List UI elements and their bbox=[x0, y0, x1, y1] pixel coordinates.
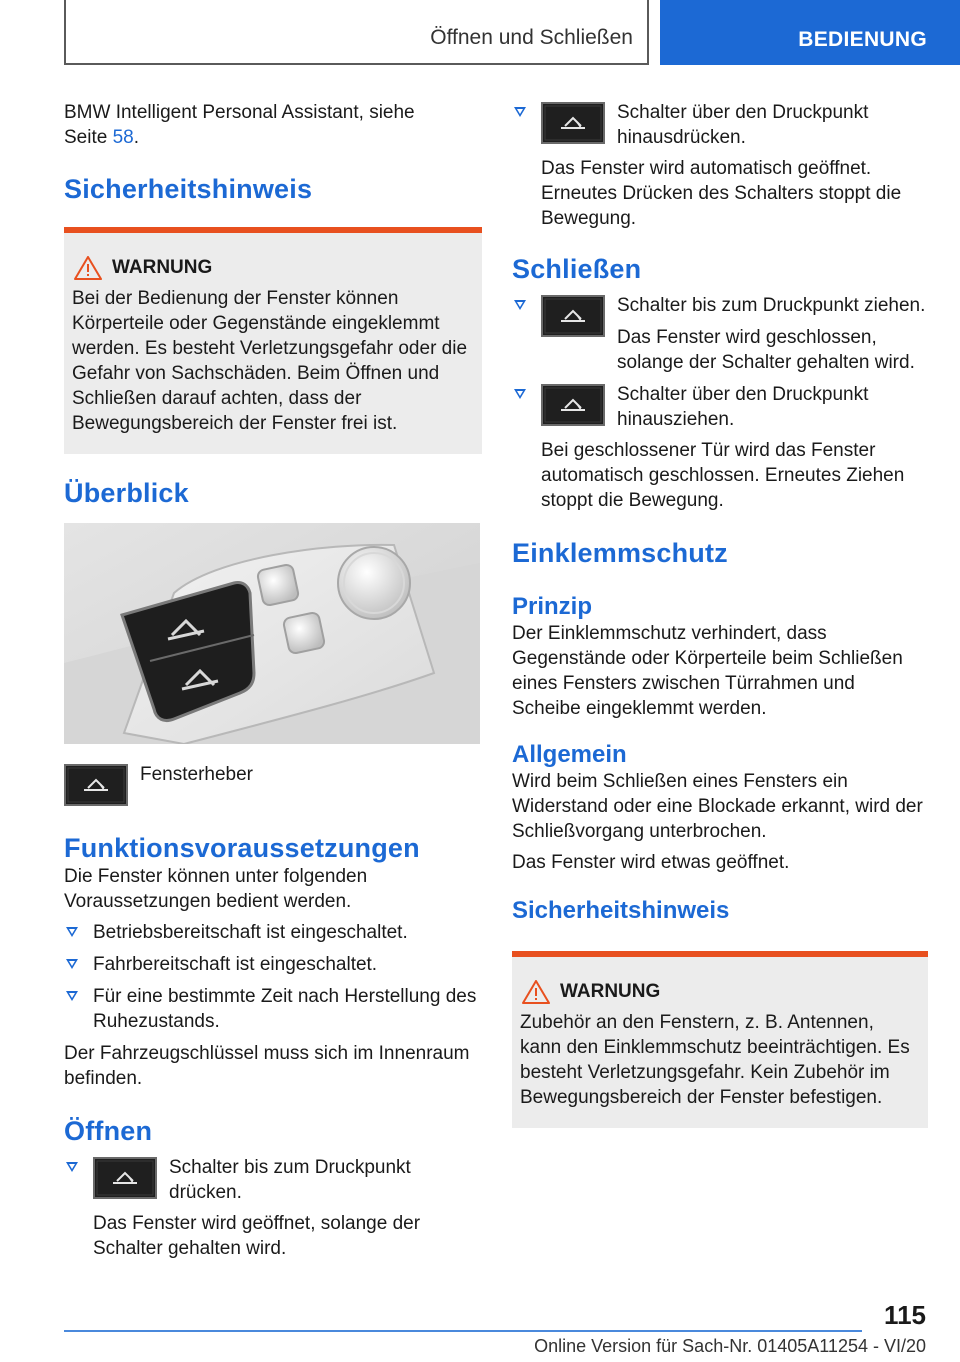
condition-text: Für eine bestimmte Zeit nach Herstellung des Ruhezustands. bbox=[93, 986, 477, 1032]
warning-text: Bei der Bedienung der Fenster können Körperteile oder Gegenstände eingeklemmt werden. Es besteht Verletzungsgefahr oder die Gefahr von Sachschäden. Beim Öffnen und Schließen darauf achten, dass der Bewegungsbereich der Fenster frei ist. bbox=[72, 288, 468, 434]
list-item bbox=[64, 920, 482, 945]
warning-title bbox=[74, 255, 474, 280]
step-desc: Das Fenster wird geschlossen, solange der Schalter gehalten wird. bbox=[617, 327, 915, 373]
left-column bbox=[64, 100, 482, 1268]
triangle-bullet-icon bbox=[66, 991, 78, 1001]
page-link[interactable]: 58 bbox=[112, 127, 134, 148]
warning-title-text: WARNUNG bbox=[560, 981, 661, 1002]
safety-heading: Sicherheitshinweis bbox=[64, 174, 313, 204]
window-switch-icon bbox=[93, 1157, 157, 1199]
warning-title bbox=[522, 979, 920, 1004]
key-note: Der Fahrzeugschlüssel muss sich im Innenraum befinden. bbox=[64, 1043, 470, 1089]
window-switch-icon bbox=[541, 295, 605, 337]
close-heading: Schließen bbox=[512, 254, 642, 284]
triangle-bullet-icon bbox=[66, 1162, 78, 1172]
footer-divider bbox=[64, 1330, 862, 1332]
window-switch-icon bbox=[541, 102, 605, 144]
condition-text: Fahrbereitschaft ist eingeschaltet. bbox=[93, 954, 378, 975]
triangle-bullet-icon bbox=[514, 389, 526, 399]
list-item bbox=[512, 100, 928, 231]
warning-triangle-icon bbox=[74, 256, 102, 280]
window-lifter-caption bbox=[64, 762, 482, 806]
close-steps bbox=[512, 293, 928, 513]
list-item bbox=[64, 952, 482, 977]
triangle-bullet-icon bbox=[514, 300, 526, 310]
step-header bbox=[93, 1155, 482, 1205]
step-desc: Das Fenster wird geöffnet, solange der Schalter gehalten wird. bbox=[93, 1213, 421, 1259]
condition-text: Betriebsbereitschaft ist eingeschaltet. bbox=[93, 922, 408, 943]
intro-text: BMW Intelligent Personal Assistant, siehe bbox=[64, 102, 415, 123]
open-heading: Öffnen bbox=[64, 1116, 153, 1146]
pinch-heading: Einklemmschutz bbox=[512, 538, 728, 568]
intro-seite: Seite bbox=[64, 127, 108, 148]
open-steps-cont bbox=[512, 100, 928, 231]
step-title: Schalter bis zum Druckpunkt ziehen. bbox=[617, 295, 926, 316]
list-item bbox=[512, 382, 928, 513]
list-item bbox=[512, 293, 928, 375]
window-switch-icon bbox=[64, 764, 128, 806]
overview-heading: Überblick bbox=[64, 478, 189, 508]
principle-text: Der Einklemmschutz verhindert, dass Gegenstände oder Körperteile beim Schließen eines Fensters zwischen Türrahmen und Scheibe eingeklemmt werden. bbox=[512, 623, 903, 719]
safety2-heading: Sicherheitshinweis bbox=[512, 897, 730, 924]
functional-heading: Funktionsvoraussetzungen bbox=[64, 833, 420, 863]
step-title: Schalter bis zum Druckpunkt drücken. bbox=[169, 1157, 411, 1203]
intro-paragraph bbox=[64, 100, 482, 150]
step-desc: Das Fenster wird automatisch geöffnet. Erneutes Drücken des Schalters stoppt die Bewegung. bbox=[541, 158, 902, 229]
warning-title-text: WARNUNG bbox=[112, 257, 213, 278]
step-header bbox=[541, 382, 928, 432]
open-steps bbox=[64, 1155, 482, 1261]
step-header bbox=[541, 100, 928, 150]
warning-box bbox=[64, 227, 482, 454]
step-title: Schalter über den Druckpunkt hinausdrücken. bbox=[617, 102, 869, 148]
step-title: Schalter über den Druckpunkt hinausziehen. bbox=[617, 384, 869, 430]
header-section-title: Öffnen und Schließen bbox=[64, 0, 649, 65]
functional-intro: Die Fenster können unter folgenden Voraussetzungen bedient werden. bbox=[64, 866, 368, 912]
list-item bbox=[64, 984, 482, 1034]
general-text-2: Das Fenster wird etwas geöffnet. bbox=[512, 852, 790, 873]
window-switch-photo bbox=[64, 523, 480, 744]
intro-dot: . bbox=[133, 127, 140, 148]
triangle-bullet-icon bbox=[514, 107, 526, 117]
footer-online-text: Online Version für Sach-Nr. 01405A11254 - VI/20 bbox=[534, 1336, 926, 1356]
warning-box bbox=[512, 951, 928, 1128]
right-column bbox=[512, 100, 928, 1128]
page-number: 115 bbox=[884, 1300, 926, 1330]
window-switch-icon bbox=[541, 384, 605, 426]
window-lifter-label: Fensterheber bbox=[140, 764, 254, 785]
triangle-bullet-icon bbox=[66, 959, 78, 969]
conditions-list bbox=[64, 920, 482, 1034]
warning-triangle-icon bbox=[522, 980, 550, 1004]
general-text: Wird beim Schließen eines Fensters ein Widerstand oder eine Blockade erkannt, wird der Schließvorgang unterbrochen. bbox=[512, 771, 923, 842]
triangle-bullet-icon bbox=[66, 927, 78, 937]
general-heading: Allgemein bbox=[512, 741, 627, 768]
step-desc: Bei geschlossener Tür wird das Fenster automatisch geschlossen. Erneutes Ziehen stoppt die Bewegung. bbox=[541, 440, 905, 511]
list-item bbox=[64, 1155, 482, 1261]
principle-heading: Prinzip bbox=[512, 593, 593, 620]
warning-text: Zubehör an den Fenstern, z. B. Antennen, kann den Einklemmschutz beeinträchtigen. Es besteht Verletzungsgefahr. Kein Zubehör im Bewegungsbereich der Fenster befestigen. bbox=[520, 1012, 910, 1108]
header-chapter-tab: BEDIENUNG bbox=[660, 0, 960, 65]
